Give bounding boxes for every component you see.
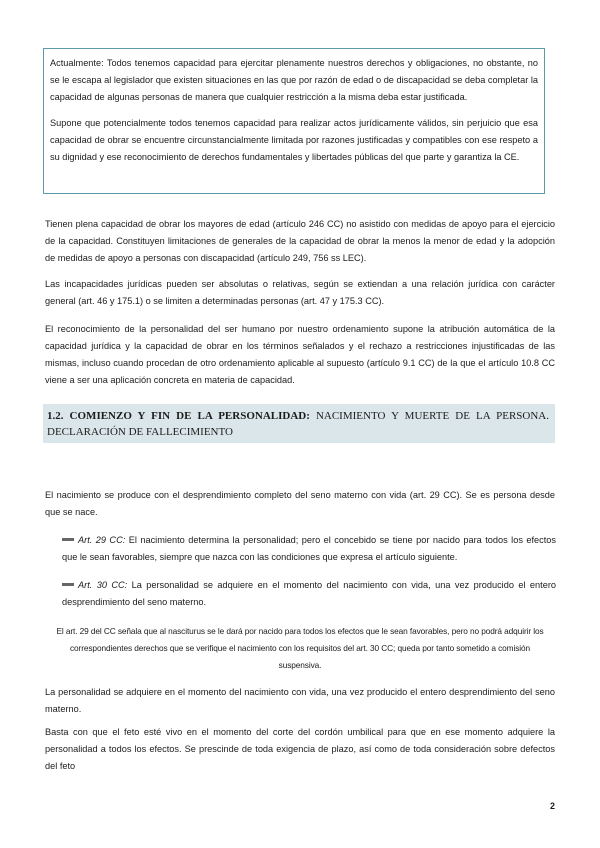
- quote-text: El nacimiento determina la personalidad; pero el concebido se tiene por nacido para todos los efectos que le sean favorables, siempre que nazca con las condiciones que expresa el artículo siguiente.: [62, 535, 556, 562]
- paragraph-personality: La personalidad se adquiere en el momento del nacimiento con vida, una vez producido el entero desprendimiento del seno materno.: [45, 687, 555, 714]
- paragraph-recognition: El reconocimiento de la personalidad del ser humano por nuestro ordenamiento supone la atribución automática de la capacidad jurídica y la capacidad de obrar en los términos señalados y el rechazo a restricciones injustificadas de las mismas, incluso cuando procedan de otro ordenamiento aplicable al supuesto (artículo 9.1 CC) de la que el artículo 10.8 CC viene a ser una aplicación concreta en materia de capacidad.: [45, 324, 555, 385]
- box-paragraph-current: Actualmente: Todos tenemos capacidad para ejercitar plenamente nuestros derechos y obligaciones, no obstante, no se le escapa al legislador que existen situaciones en las que por razón de edad o de discapacidad se deba completar la capacidad de algunas personas de manera que cualquier restricción a la misma deba estar justificada.: [50, 58, 538, 102]
- quote-art-29: [62, 532, 556, 566]
- paragraph-umbilical: Basta con que el feto esté vivo en el momento del corte del cordón umbilical para que en ese momento adquiere la personalidad a todos los efectos. Se prescinde de toda exigencia de plazo, así como de toda consideración sobre defectos del feto: [45, 727, 555, 771]
- dash-bullet-icon: [62, 583, 74, 586]
- highlight-box: [43, 48, 545, 194]
- dash-bullet-icon: [62, 538, 74, 541]
- quote-ref: Art. 29 CC:: [78, 535, 126, 545]
- box-paragraph-potential: Supone que potencialmente todos tenemos capacidad para realizar actos jurídicamente válidos, sin perjuicio que esa capacidad de obrar se encuentre circunstancialmente limitada por razones justificadas y compatibles con ese respeto a su dignidad y ese reconocimiento de derechos fundamentales y libertades públicas del que parte y garantiza la CE.: [50, 118, 538, 162]
- note-nasciturus: El art. 29 del CC señala que al nasciturus se le dará por nacido para todos los efectos que le sean favorables, pero no podrá adquirir los correspondientes derechos que se verifique el nacimiento con los requisitos del art. 30 CC; queda por tanto sometido a comisión suspensiva.: [56, 626, 544, 670]
- page-number: 2: [550, 801, 556, 811]
- quote-art-30: [62, 577, 556, 611]
- section-subtitle: NACIMIENTO Y MUERTE DE LA PERSONA. DECLARACIÓN DE FALLECIMIENTO: [47, 410, 549, 438]
- quote-text: La personalidad se adquiere en el momento del nacimiento con vida, una vez producido el entero desprendimiento del seno materno.: [62, 580, 556, 607]
- quote-ref: Art. 30 CC:: [78, 580, 128, 590]
- section-heading: [43, 404, 555, 443]
- section-title: 1.2. COMIENZO Y FIN DE LA PERSONALIDAD:: [47, 410, 310, 422]
- paragraph-birth: El nacimiento se produce con el desprendimiento completo del seno materno con vida (art. 29 CC). Se es persona desde que se nace.: [45, 490, 555, 517]
- paragraph-incapacities: Las incapacidades jurídicas pueden ser absolutas o relativas, según se extiendan a una relación jurídica con carácter general (art. 46 y 175.1) o se limiten a determinadas personas (art. 47 y 175.3 CC).: [45, 279, 555, 306]
- paragraph-full-capacity: Tienen plena capacidad de obrar los mayores de edad (artículo 246 CC) no asistido con medidas de apoyo para el ejercicio de la capacidad. Constituyen limitaciones de generales de la capacidad de obrar la menos la menor de edad y la adopción de medidas de apoyo a personas con discapacidad (artículo 249, 756 ss LEC).: [45, 219, 555, 263]
